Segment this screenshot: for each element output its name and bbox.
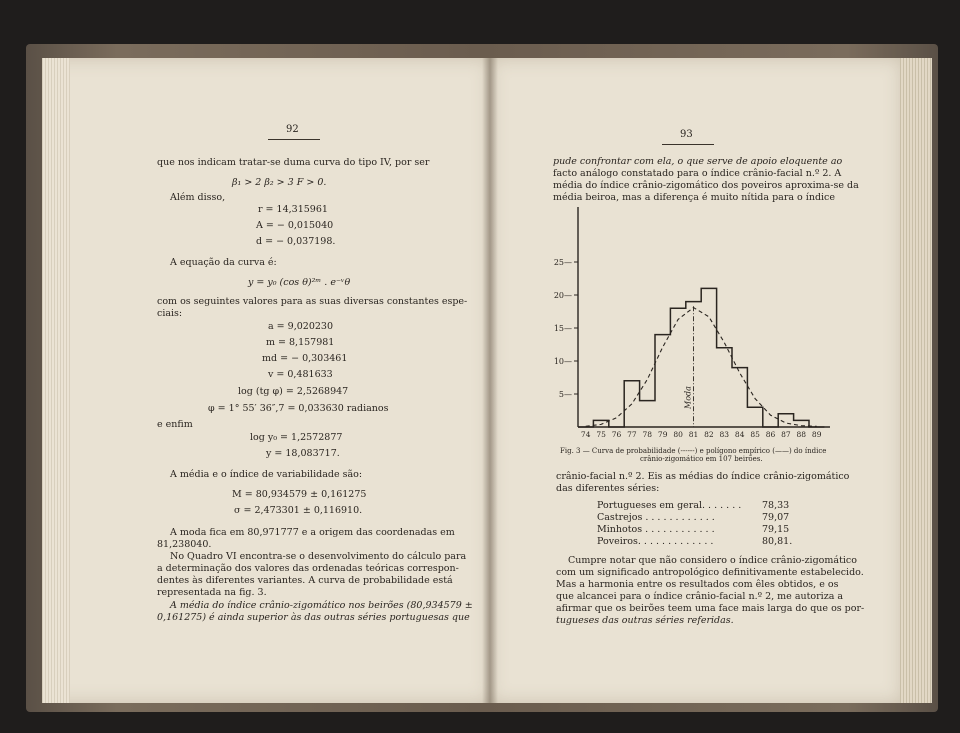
histogram-bar (655, 335, 670, 427)
const-log-tg: log (tg φ) = 2,5268947 (238, 386, 349, 397)
book-gutter (482, 58, 498, 703)
y-tick-label: 15— (553, 324, 572, 333)
x-tick-label: 89 (811, 430, 822, 439)
probability-chart (540, 205, 830, 445)
y-tick-label: 20— (553, 291, 572, 300)
series-value: 79,15 (762, 524, 790, 535)
curve-equation: y = y₀ (cos θ)²ᵐ . e⁻ᵛθ (248, 277, 351, 288)
equation-intro: A equação da curva é: (170, 257, 277, 268)
constants-intro-1: com os seguintes valores para as suas diversas constantes espe- (157, 296, 468, 307)
para1-line-2: facto análogo constatado para o índice crânio-facial n.º 2. A (553, 168, 842, 179)
quadro-line-1: No Quadro VI encontra-se o desenvolvimento do cálculo para (170, 551, 467, 562)
right-header-rule (662, 144, 714, 145)
sigma-value: σ = 2,473301 ± 0,116910. (234, 505, 363, 516)
histogram-bar (640, 401, 655, 427)
media-beiroes-1: A média do índice crânio-zigomático nos beirões (80,934579 ± (170, 600, 473, 611)
histogram-bar (732, 368, 747, 427)
y-value: y = 18,083717. (266, 448, 340, 459)
x-tick-label: 82 (704, 430, 714, 439)
series-label: Portugueses em geral. . . . . . . (597, 500, 742, 511)
figure-caption-1: Fig. 3 — Curva de probabilidade (------) e polígono empírico (——) do índice (560, 447, 827, 455)
x-tick-label: 87 (781, 430, 791, 439)
histogram-bar (778, 414, 793, 427)
histogram-bar (701, 288, 716, 427)
left-header-rule (268, 139, 320, 140)
const-a: a = 9,020230 (268, 321, 333, 332)
series-label: Minhotos . . . . . . . . . . . . (597, 524, 715, 535)
moda-line-1: A moda fica em 80,971777 e a origem das coordenadas em (170, 527, 455, 538)
para3-line-3: Mas a harmonia entre os resultados com êles obtidos, e os (556, 579, 839, 590)
series-label: Castrejos . . . . . . . . . . . . (597, 512, 715, 523)
log-y0: log y₀ = 1,2572877 (250, 432, 343, 443)
moda-line-2: 81,238040. (157, 539, 212, 550)
x-tick-label: 75 (596, 430, 606, 439)
left-page-edges (42, 58, 70, 703)
constants-intro-2: ciais: (157, 308, 183, 319)
para3-line-1: Cumpre notar que não considero o índice crânio-zigomático (568, 555, 857, 566)
para1-line-3: média do índice crânio-zigomático dos poveiros aproxima-se da (553, 180, 859, 191)
const-v: v = 0,481633 (268, 369, 333, 380)
intro-line: que nos indicam tratar-se duma curva do tipo IV, por ser (157, 157, 430, 168)
para3-line-6: tugueses das outras séries referidas. (556, 615, 734, 626)
para3-line-2: com um significado antropológico definitivamente estabelecido. (556, 567, 864, 578)
left-page-number: 92 (286, 124, 299, 135)
figure-caption-2: crânio-zigomático em 107 beirões. (640, 455, 763, 463)
y-tick-label: 25— (553, 258, 572, 267)
series-value: 80,81. (762, 536, 793, 547)
para2-line-1: crânio-facial n.º 2. Eis as médias do índice crânio-zigomático (556, 471, 850, 482)
x-tick-label: 80 (673, 430, 683, 439)
media-intro: A média e o índice de variabilidade são: (170, 469, 363, 480)
x-tick-label: 88 (796, 430, 807, 439)
x-tick-label: 78 (642, 430, 653, 439)
para3-line-4: que alcancei para o índice crânio-facial n.º 2, me autoriza a (556, 591, 844, 602)
quadro-line-4: representada na fig. 3. (157, 587, 267, 598)
y-tick-label: 5— (558, 390, 572, 399)
histogram-bar (593, 420, 608, 427)
e-enfim: e enfim (157, 419, 193, 430)
quadro-line-3: dentes às diferentes variantes. A curva de probabilidade está (157, 575, 453, 586)
right-page-edges (900, 58, 932, 703)
alem-disso: Além disso, (170, 192, 226, 203)
series-value: 78,33 (762, 500, 790, 511)
x-tick-label: 85 (750, 430, 760, 439)
series-label: Poveiros. . . . . . . . . . . . . (597, 536, 714, 547)
histogram-bar (717, 348, 732, 427)
histogram-bar (624, 381, 639, 427)
histogram-bar (747, 407, 762, 427)
mode-annotation: Moda (683, 386, 693, 409)
x-tick-label: 79 (657, 430, 668, 439)
const-phi: φ = 1° 55′ 36″,7 = 0,033630 radianos (208, 403, 389, 414)
x-tick-label: 76 (611, 430, 622, 439)
media-beiroes-2: 0,161275) é ainda superior às das outras séries portuguesas que (157, 612, 470, 623)
y-tick-label: 10— (553, 357, 572, 366)
para1-line-4: média beiroa, mas a diferença é muito nítida para o índice (553, 192, 836, 203)
x-tick-label: 86 (765, 430, 776, 439)
r-value: r = 14,315961 (258, 204, 328, 215)
const-md: md = − 0,303461 (262, 353, 348, 364)
d-value: d = − 0,037198. (256, 236, 336, 247)
x-tick-label: 81 (688, 430, 699, 439)
a-value: A = − 0,015040 (256, 220, 334, 231)
right-page-number: 93 (680, 129, 693, 140)
quadro-line-2: a determinação dos valores das ordenadas teóricas correspon- (157, 563, 459, 574)
para1-line-1: pude confrontar com ela, o que serve de apoio eloquente ao (553, 156, 843, 167)
m-value: M = 80,934579 ± 0,161275 (232, 489, 367, 500)
para3-line-5: afirmar que os beirões teem uma face mais larga do que os por- (556, 603, 865, 614)
x-tick-label: 77 (627, 430, 637, 439)
const-m: m = 8,157981 (266, 337, 335, 348)
x-tick-label: 83 (719, 430, 730, 439)
x-tick-label: 74 (580, 430, 591, 439)
beta-condition: β₁ > 2 β₂ > 3 F > 0. (232, 177, 327, 188)
x-tick-label: 84 (734, 430, 745, 439)
para2-line-2: das diferentes séries: (556, 483, 660, 494)
series-value: 79,07 (762, 512, 790, 523)
